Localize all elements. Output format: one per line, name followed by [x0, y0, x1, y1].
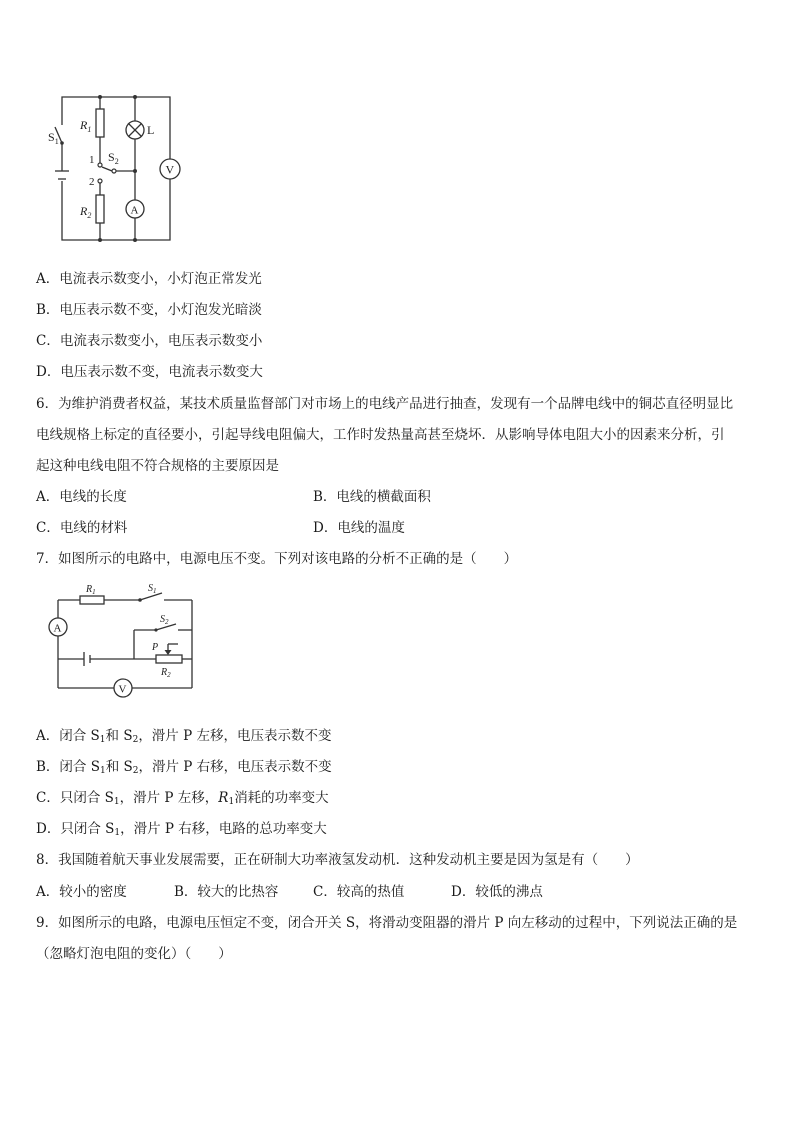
- label-s2: $S_2$: [160, 614, 169, 626]
- label-a: A: [53, 622, 62, 635]
- resistor-r2: [96, 195, 104, 223]
- rheostat-r2: [156, 655, 182, 663]
- label-p: P: [152, 642, 159, 653]
- label-r2: $R_2$: [80, 204, 92, 220]
- label-v: V: [118, 683, 127, 696]
- q8-stem: 8．我国随着航天事业发展需要，正在研制大功率液氢发动机．这种发动机主要是因为氢是有（ ）: [36, 852, 639, 868]
- label-v: V: [165, 162, 175, 177]
- q5-option-b: B．电压表示数不变，小灯泡发光暗淡: [36, 302, 262, 318]
- q5-option-d: D．电压表示数不变，电流表示数变大: [36, 364, 263, 380]
- q6-option-a: A．电线的长度: [36, 489, 127, 505]
- q6-stem-line2: 电线规格上标定的直径要小，引起导线电阻偏大，工作时发热量高甚至烧坏．从影响导体电阻大小的因素来分析，引: [36, 427, 725, 443]
- q8-option-c: C．较高的热值: [313, 884, 405, 900]
- q9-stem-line2: （忽略灯泡电阻的变化）（ ）: [36, 946, 232, 962]
- q6-option-b: B．电线的横截面积: [313, 489, 431, 505]
- q7-option-d: D．只闭合 $S_1$，滑片 P 右移，电路的总功率变大: [36, 821, 327, 838]
- resistor-r1: [96, 109, 104, 137]
- q8-option-d: D．较低的沸点: [451, 884, 543, 900]
- q8-option-b: B．较大的比热容: [174, 884, 279, 900]
- label-s1: $S_1$: [148, 583, 157, 595]
- label-r1: $R_1$: [80, 118, 92, 134]
- q6-stem-line3: 起这种电线电阻不符合规格的主要原因是: [36, 458, 279, 474]
- resistor-r1: [80, 596, 104, 604]
- q7-option-c: C．只闭合 $S_1$，滑片 P 左移，$R_1$消耗的功率变大: [36, 790, 329, 807]
- q5-option-a: A．电流表示数变小，小灯泡正常发光: [36, 271, 262, 287]
- q6-option-d: D．电线的温度: [313, 520, 405, 536]
- switch-s1: [140, 593, 162, 600]
- q8-option-a: A．较小的密度: [36, 884, 127, 900]
- label-s1: $S_1$: [48, 130, 59, 146]
- circuit-diagram-1: [40, 85, 200, 255]
- label-l: L: [147, 123, 155, 137]
- label-r1: $R_1$: [86, 584, 96, 596]
- q7-option-a: A．闭合 $S_1$和 $S_2$，滑片 P 左移，电压表示数不变: [36, 728, 332, 745]
- label-a: A: [130, 204, 139, 217]
- q7-option-b: B．闭合 $S_1$和 $S_2$，滑片 P 右移，电压表示数不变: [36, 759, 332, 776]
- outer-wire: [62, 97, 170, 240]
- label-r2: $R_2$: [161, 667, 171, 679]
- q6-stem-line1: 6．为维护消费者权益，某技术质量监督部门对市场上的电线产品进行抽查，发现有一个品牌电线中的铜芯直径明显比: [36, 396, 734, 412]
- label-pos2: 2: [89, 176, 95, 188]
- label-s2: $S_2$: [108, 150, 119, 166]
- label-pos1: 1: [89, 154, 95, 166]
- q5-option-c: C．电流表示数变小，电压表示数变小: [36, 333, 263, 349]
- q7-stem: 7．如图所示的电路中，电源电压不变。下列对该电路的分析不正确的是（ ）: [36, 551, 518, 567]
- circuit-diagram-7: [44, 582, 214, 702]
- q9-stem-line1: 9．如图所示的电路，电源电压恒定不变，闭合开关 S，将滑动变阻器的滑片 P 向左移动的过程中，下列说法正确的是: [36, 915, 738, 931]
- q6-option-c: C．电线的材料: [36, 520, 128, 536]
